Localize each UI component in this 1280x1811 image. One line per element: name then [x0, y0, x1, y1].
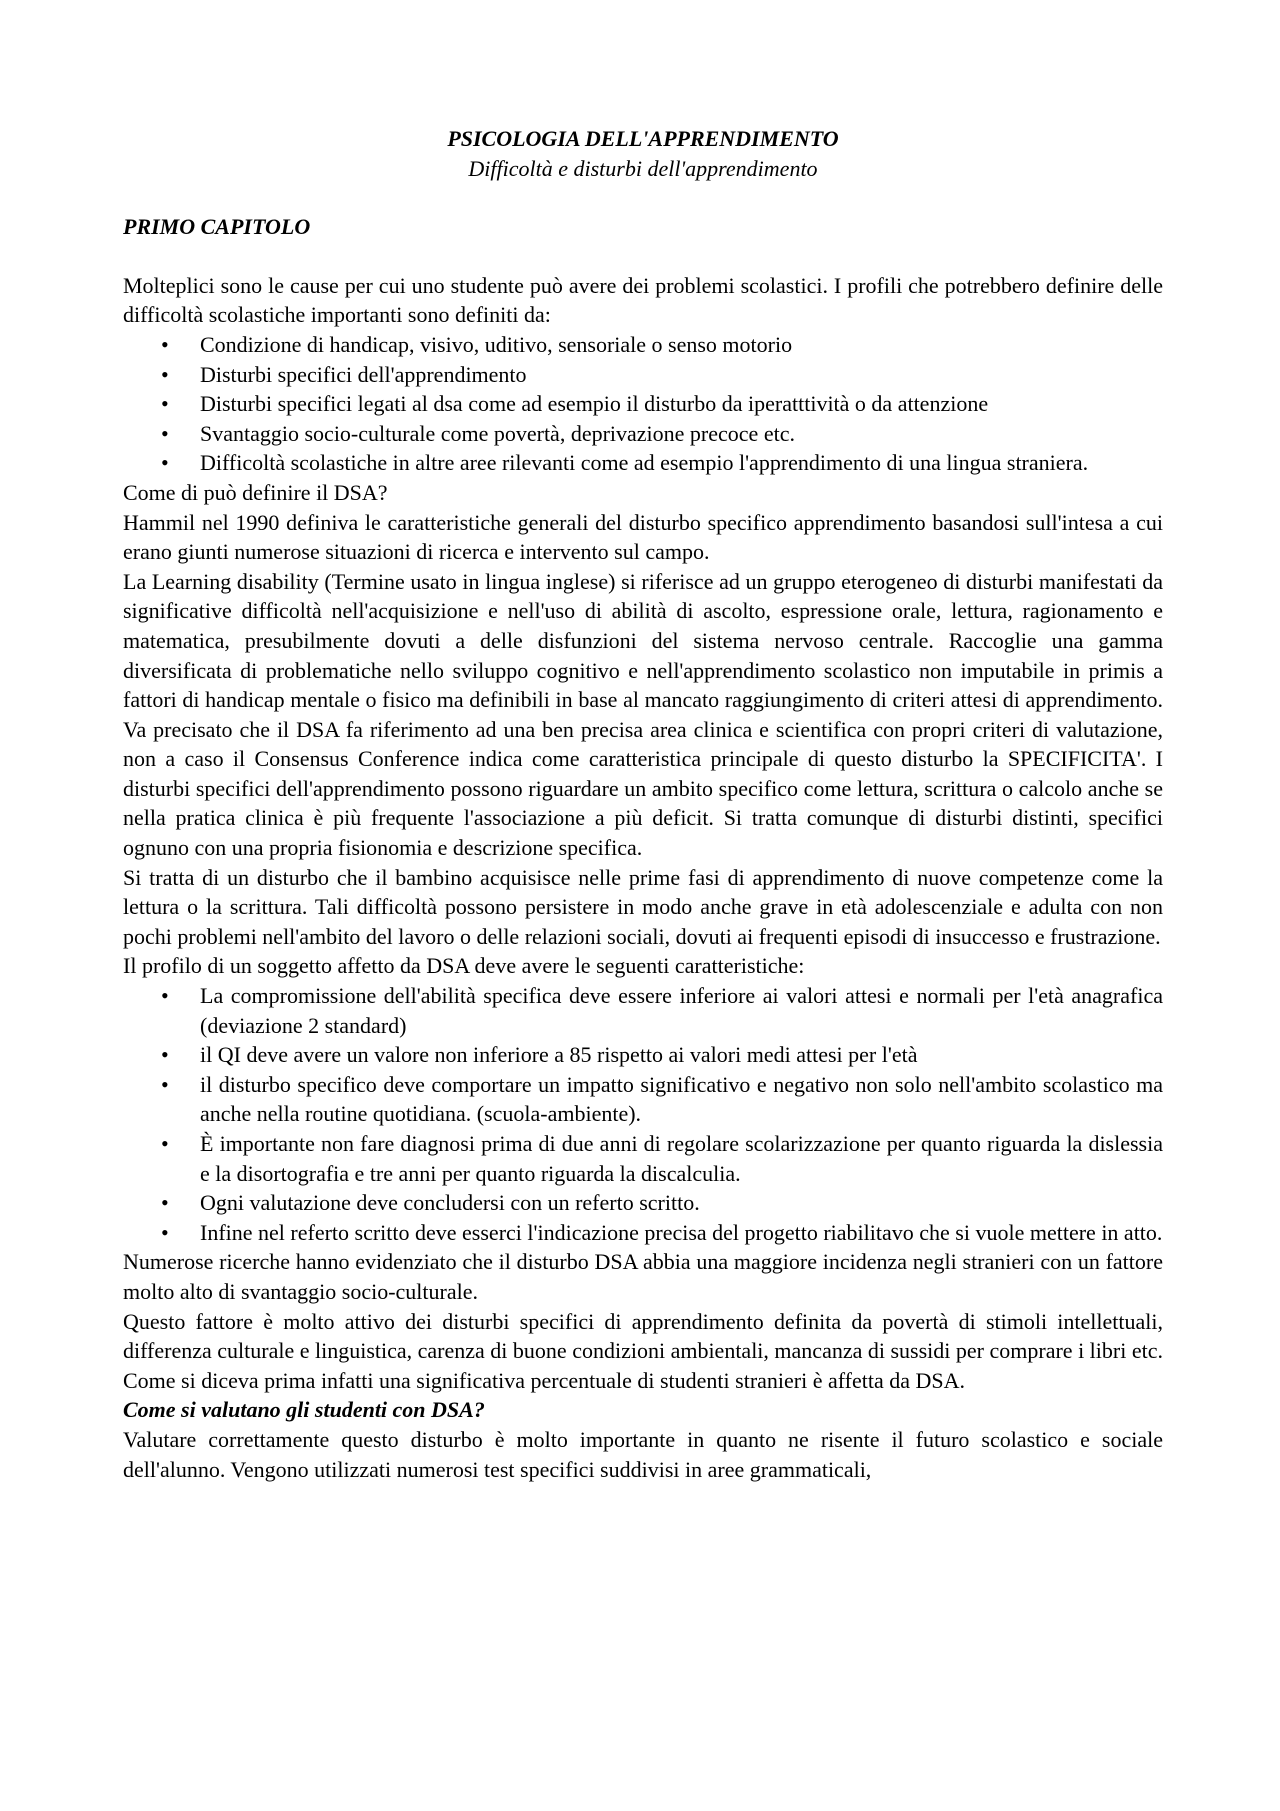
bullet-list-profile: [123, 981, 1163, 1247]
list-item: • Condizione di handicap, visivo, uditivo, sensoriale o senso motorio: [123, 330, 1163, 360]
paragraph: Numerose ricerche hanno evidenziato che il disturbo DSA abbia una maggiore incidenza negli stranieri con un fattore molto alto di svantaggio socio-culturale.: [123, 1249, 1163, 1304]
list-item: • il QI deve avere un valore non inferiore a 85 rispetto ai valori medi attesi per l'età: [123, 1040, 1163, 1070]
list-item: • Svantaggio socio-culturale come povertà, deprivazione precoce etc.: [123, 419, 1163, 449]
paragraph: Come di può definire il DSA?: [123, 479, 388, 505]
document-title: PSICOLOGIA DELL'APPRENDIMENTO: [447, 126, 839, 151]
chapter-heading: PRIMO CAPITOLO: [123, 214, 311, 240]
paragraph: Il profilo di un soggetto affetto da DSA deve avere le seguenti caratteristiche:: [123, 953, 805, 979]
list-item: • Ogni valutazione deve concludersi con un referto scritto.: [123, 1188, 1163, 1218]
list-item: • È importante non fare diagnosi prima di due anni di regolare scolarizzazione per quanto riguarda la dislessia e la disortografia e tre anni per quanto riguarda la discalculia.: [123, 1129, 1163, 1188]
paragraph: Valutare correttamente questo disturbo è molto importante in quanto ne risente il futuro scolastico e sociale dell'alunno. Vengono utilizzati numerosi test specifici suddivisi in aree grammaticali,: [123, 1426, 1163, 1482]
list-item: • La compromissione dell'abilità specifica deve essere inferiore ai valori attesi e normali per l'età anagrafica (deviazione 2 standard): [123, 981, 1163, 1040]
paragraph: La Learning disability (Termine usato in lingua inglese) si riferisce ad un gruppo eterogeneo di disturbi manifestati da significative difficoltà nell'acquisizione e nell'uso di abilità di ascolto, espressione orale, lettura, ragionamento e matematica, presubilmente dovuti a delle disfunzioni del sistema nervoso centrale. Raccoglie una gamma diversificata di problematiche nello sviluppo cognitivo e nell'apprendimento scolastico non imputabile in primis a fattori di handicap mentale o fisico ma definibili in base al mancato raggiungimento di criteri attesi di apprendimento. Va precisato che il DSA fa riferimento ad una ben precisa area clinica e scientifica con propri criteri di valutazione, non a caso il Consensus Conference indica come caratteristica principale di questo disturbo la SPECIFICITA'. I disturbi specifici dell'apprendimento possono riguardare un ambito specifico come lettura, scrittura o calcolo anche se nella pratica clinica è più frequente l'associazione a più deficit. Si tratta comunque di disturbi distinti, specifici ognuno con una propria fisionomia e descrizione specifica.: [123, 568, 1163, 861]
bullet-list-causes: [123, 330, 1163, 478]
list-item: • Disturbi specifici dell'apprendimento: [123, 360, 1163, 390]
list-item: • Infine nel referto scritto deve esserci l'indicazione precisa del progetto riabilitavo che si vuole mettere in atto.: [123, 1218, 1163, 1248]
paragraph: Questo fattore è molto attivo dei disturbi specifici di apprendimento definita da povertà di stimoli intellettuali, differenza culturale e linguistica, carenza di buone condizioni ambientali, mancanza di sussidi per comprare i libri etc. Come si diceva prima infatti una significativa percentuale di studenti stranieri è affetta da DSA.: [123, 1308, 1163, 1393]
section-subheading: Come si valutano gli studenti con DSA?: [123, 1397, 485, 1423]
list-item: • Disturbi specifici legati al dsa come ad esempio il disturbo da iperatttività o da attenzione: [123, 389, 1163, 419]
document-page: [123, 124, 1163, 1484]
document-subtitle: Difficoltà e disturbi dell'apprendimento: [468, 155, 818, 181]
paragraph: Si tratta di un disturbo che il bambino acquisisce nelle prime fasi di apprendimento di nuove competenze come la lettura o la scrittura. Tali difficoltà possono persistere in modo anche grave in età adolescenziale e adulta con non pochi problemi nell'ambito del lavoro o delle relazioni sociali, dovuti ai frequenti episodi di insuccesso e frustrazione.: [123, 864, 1163, 949]
paragraph: Molteplici sono le cause per cui uno studente può avere dei problemi scolastici. I profili che potrebbero definire delle difficoltà scolastiche importanti sono definiti da:: [123, 272, 1163, 328]
list-item: • il disturbo specifico deve comportare un impatto significativo e negativo non solo nell'ambito scolastico ma anche nella routine quotidiana. (scuola-ambiente).: [123, 1070, 1163, 1129]
paragraph: Hammil nel 1990 definiva le caratteristiche generali del disturbo specifico apprendimento basandosi sull'intesa a cui erano giunti numerose situazioni di ricerca e intervento sul campo.: [123, 509, 1163, 565]
list-item: • Difficoltà scolastiche in altre aree rilevanti come ad esempio l'apprendimento di una lingua straniera.: [123, 448, 1163, 478]
